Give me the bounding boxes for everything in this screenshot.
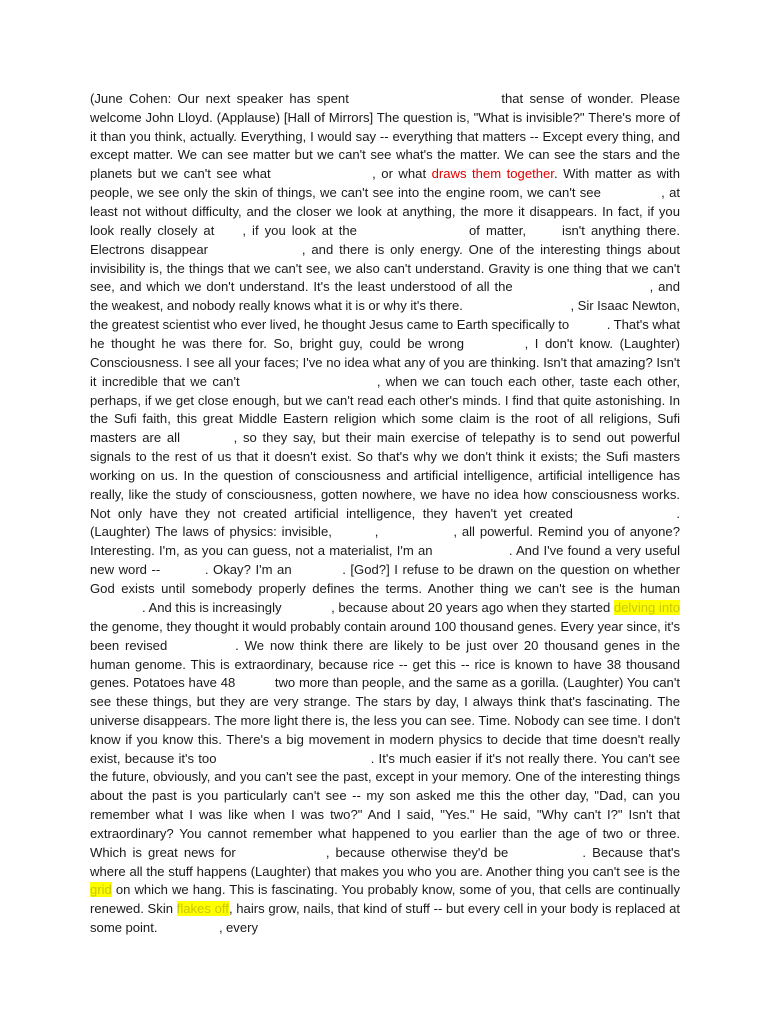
redacted-gap bbox=[605, 184, 661, 197]
text-run: , when we can touch each other, taste each other, perhaps, if we get close enough, but we can't read each other's minds. I find that quite astonishing. In the Sufi faith, this great Middle Eastern religion which some claim is the root of all religions, Sufi masters are all bbox=[90, 373, 680, 446]
text-run: . Because that's where all the stuff happens (Laughter) that makes you who you are. Another thing you can't see is the bbox=[90, 844, 681, 879]
text-run: . We now think there are likely to be just over 20 thousand genes in the human genome. This is extraordinary, because rice -- get this -- rice is known to have 38 thousand genes. Potatoes have 48 bbox=[90, 637, 680, 691]
text-run: , so they say, but their main exercise of telepathy is to send out powerful signals to the rest of us that it doesn't exist. So that's why we don't think it exists; the Sufi masters working on us. In the question of consciousness and artificial intelligence, artificial intelligence has really, like the study of consciousness, gotten nowhere, we have no idea how consciousness works. Not only have they not created artificial intelligence, they haven't yet created bbox=[90, 430, 680, 521]
text-run: , Sir Isaac Newton, the greatest scientist who ever lived, he thought Jesus came to Earth specifically to bbox=[90, 298, 680, 333]
redacted-gap bbox=[573, 316, 607, 329]
text-run: on which we hang. This is fascinating. You probably know, some of you, that cells are continually renewed. Skin bbox=[90, 882, 680, 917]
text-run: (June Cohen: Our next speaker has spent bbox=[90, 91, 356, 107]
text-run: isn't anything there. Electrons disappear bbox=[90, 222, 680, 257]
red-phrase: draws them together bbox=[431, 166, 554, 182]
text-run: , or what bbox=[372, 166, 432, 182]
redacted-gap bbox=[90, 599, 142, 612]
text-run: , because about 20 years ago when they started bbox=[331, 600, 614, 616]
text-run: of matter, bbox=[463, 222, 533, 238]
text-run: , and the weakest, and nobody really knows what it is or why it's there. bbox=[90, 279, 680, 314]
text-run: two more than people, and the same as a gorilla. (Laughter) You can't see these things, but they are very strange. The stars by day, I always think that's fascinating. The universe disappears. The more light there is, the less you can see. Time. Nobody can see time. I don't know if you know this. There's a big movement in modern physics to decide that time doesn't really exist, because it's too bbox=[90, 675, 680, 766]
redacted-gap bbox=[437, 542, 509, 555]
redacted-gap bbox=[471, 335, 525, 348]
redacted-gap bbox=[285, 599, 331, 612]
text-run: , and there is only energy. One of the interesting things about invisibility is, the things that we can't see, we also can't understand. Gravity is one thing that we can't see, and which we don't understand. It's the least understood of all the bbox=[90, 241, 681, 295]
redacted-gap bbox=[242, 844, 326, 857]
text-run: . [God?] I refuse to be drawn on the question on whether God exists until somebody properly defines the terms. Another thing we can't see is the human bbox=[90, 562, 680, 597]
highlighted-phrase: flakes off bbox=[176, 901, 229, 917]
redacted-gap bbox=[383, 523, 453, 536]
redacted-gap bbox=[296, 561, 342, 574]
text-run: , bbox=[374, 524, 384, 540]
transcript-text bbox=[90, 90, 680, 938]
text-run: the genome, they thought it would probably contain around 100 thousand genes. Every year since, it's been revised bbox=[90, 618, 680, 653]
text-run: . And I've found a very useful new word -- bbox=[90, 543, 680, 578]
redacted-gap bbox=[220, 222, 242, 235]
text-run: , every bbox=[218, 920, 259, 936]
text-run: , if you look at the bbox=[242, 222, 363, 238]
text-run: . Okay? I'm an bbox=[204, 562, 297, 578]
redacted-gap bbox=[276, 165, 372, 178]
redacted-gap bbox=[518, 278, 650, 291]
text-run: . It's much easier if it's not really there. You can't see the future, obviously, and you can't see the past, except in your memory. One of the interesting things about the past is you particularly can't see -- my son asked me this the other day, "Dad, can you remember what I was like when I was two?" And I said, "Yes." He said, "Why can't I?" Isn't that extraordinary? You cannot remember what happened to you earlier than the age of two or three. Which is great news for bbox=[90, 750, 680, 860]
redacted-gap bbox=[165, 561, 205, 574]
text-run: , I don't know. (Laughter) Consciousness. I see all your faces; I've no idea what any of you are thinking. Isn't that amazing? Isn't it incredible that we can't bbox=[90, 336, 681, 389]
redacted-gap bbox=[161, 919, 219, 932]
text-run: . That's what he thought he was there for. So, bright guy, could be wrong bbox=[90, 317, 680, 352]
text-run: , at least not without difficulty, and the closer we look at anything, the more it disappears. In fact, if you look really closely at bbox=[90, 185, 680, 238]
redacted-gap bbox=[221, 750, 371, 763]
redacted-gap bbox=[245, 373, 377, 386]
redacted-gap bbox=[514, 844, 582, 857]
text-run: . (Laughter) The laws of physics: invisible, bbox=[90, 505, 680, 540]
redacted-gap bbox=[239, 674, 271, 687]
redacted-gap bbox=[337, 523, 375, 536]
redacted-gap bbox=[532, 222, 556, 235]
text-run: that sense of wonder. Please welcome John Lloyd. (Applause) [Hall of Mirrors] The question is, "What is invisible?" There's more of it than you think, actually. Everything, I would say -- everything that matters -- Except every thing, and except matter. We can see matter but we can't see what's the matter. We can see the stars and the planets but we can't see what bbox=[90, 91, 680, 182]
text-run: , because otherwise they'd be bbox=[325, 844, 515, 860]
highlighted-phrase: grid bbox=[90, 882, 112, 898]
redacted-gap bbox=[186, 429, 234, 442]
redacted-gap bbox=[173, 637, 235, 650]
redacted-gap bbox=[363, 222, 463, 235]
text-run: . And this is increasingly bbox=[142, 600, 286, 616]
redacted-gap bbox=[580, 505, 676, 518]
text-run: , hairs grow, nails, that kind of stuff -- but every cell in your body is replaced at some point. bbox=[90, 901, 681, 936]
redacted-gap bbox=[355, 90, 495, 103]
text-run: , all powerful. Remind you of anyone? Interesting. I'm, as you can guess, not a materialist, I'm an bbox=[90, 524, 680, 559]
highlighted-phrase: delving into bbox=[613, 600, 681, 616]
text-run: . With matter as with people, we see only the skin of things, we can't see into the engine room, we can't see bbox=[90, 166, 680, 201]
redacted-gap bbox=[466, 297, 570, 310]
redacted-gap bbox=[214, 241, 302, 254]
